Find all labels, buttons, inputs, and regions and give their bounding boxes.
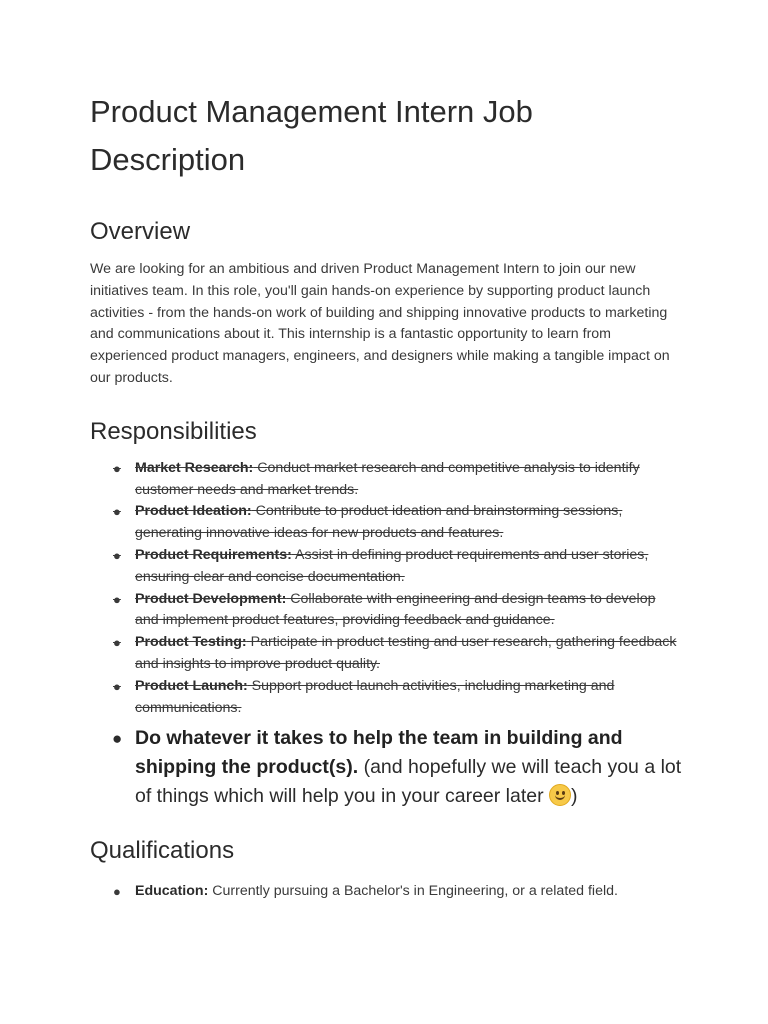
bullet-icon: ●: [113, 678, 121, 694]
document-page: [90, 88, 682, 903]
bullet-icon: ●: [113, 635, 121, 651]
item-text: Participate in product testing and user research, gathering feedback and insights to improve product quality.: [135, 634, 677, 672]
overview-section: [90, 216, 682, 390]
list-item: [90, 589, 682, 633]
qualifications-list: [90, 881, 682, 903]
highlight-list-item: [90, 724, 682, 811]
bullet-icon: ●: [113, 504, 121, 520]
overview-body: We are looking for an ambitious and driven Product Management Intern to join our new initiatives team. In this role, you'll gain hands-on experience by supporting product launch activities - from the hands-on work of building and shipping innovative products to marketing and communications about it. This internship is a fantastic opportunity to learn from experienced product managers, engineers, and designers while making a tangible impact on our products.: [90, 261, 670, 386]
list-item: [90, 501, 682, 545]
responsibilities-heading: Responsibilities: [90, 417, 257, 445]
item-text: Conduct market research and competitive analysis to identify customer needs and market trends.: [135, 459, 640, 498]
bullet-icon: ●: [113, 547, 121, 563]
overview-heading: Overview: [90, 218, 191, 245]
page-title: Product Management Intern Job Description: [90, 94, 533, 177]
list-item: [90, 545, 682, 589]
responsibilities-section: [90, 416, 682, 812]
qualifications-heading: Qualifications: [90, 837, 235, 865]
bullet-icon: ●: [113, 884, 121, 900]
item-label: Product Launch:: [135, 677, 248, 694]
item-text: Currently pursuing a Bachelor's in Engineering, or a related field.: [208, 883, 618, 900]
slightly-smiling-face-icon: [549, 784, 571, 806]
item-label: Education:: [135, 883, 209, 900]
list-item: [90, 881, 682, 903]
item-label: Product Ideation:: [135, 503, 252, 520]
list-item: [90, 458, 682, 502]
item-label: Market Research:: [135, 459, 254, 476]
item-label: Product Development:: [135, 590, 287, 607]
list-item: [90, 632, 682, 676]
item-text: Assist in defining product requirements and user stories, ensuring clear and concise documentation.: [135, 546, 649, 585]
highlight-close: ): [571, 785, 578, 808]
item-text: Collaborate with engineering and design teams to develop and implement product features, providing feedback and guidance.: [135, 590, 656, 629]
bullet-icon: ●: [113, 591, 121, 607]
item-text: Support product launch activities, including marketing and communications.: [135, 677, 615, 716]
item-text: Contribute to product ideation and brainstorming sessions, generating innovative ideas for new products and features.: [135, 503, 623, 542]
list-item: [90, 676, 682, 720]
bullet-icon: ●: [113, 460, 121, 476]
item-label: Product Testing:: [135, 634, 247, 651]
responsibilities-list: [90, 458, 682, 812]
qualifications-section: [90, 835, 682, 903]
bullet-icon: ●: [112, 729, 123, 749]
item-label: Product Requirements:: [135, 546, 292, 563]
highlight-label: Do whatever it takes to help the team in building and shipping the product(s).: [135, 727, 623, 779]
highlight-text: (and hopefully we will teach you a lot of things which will help you in your career later: [135, 756, 682, 808]
